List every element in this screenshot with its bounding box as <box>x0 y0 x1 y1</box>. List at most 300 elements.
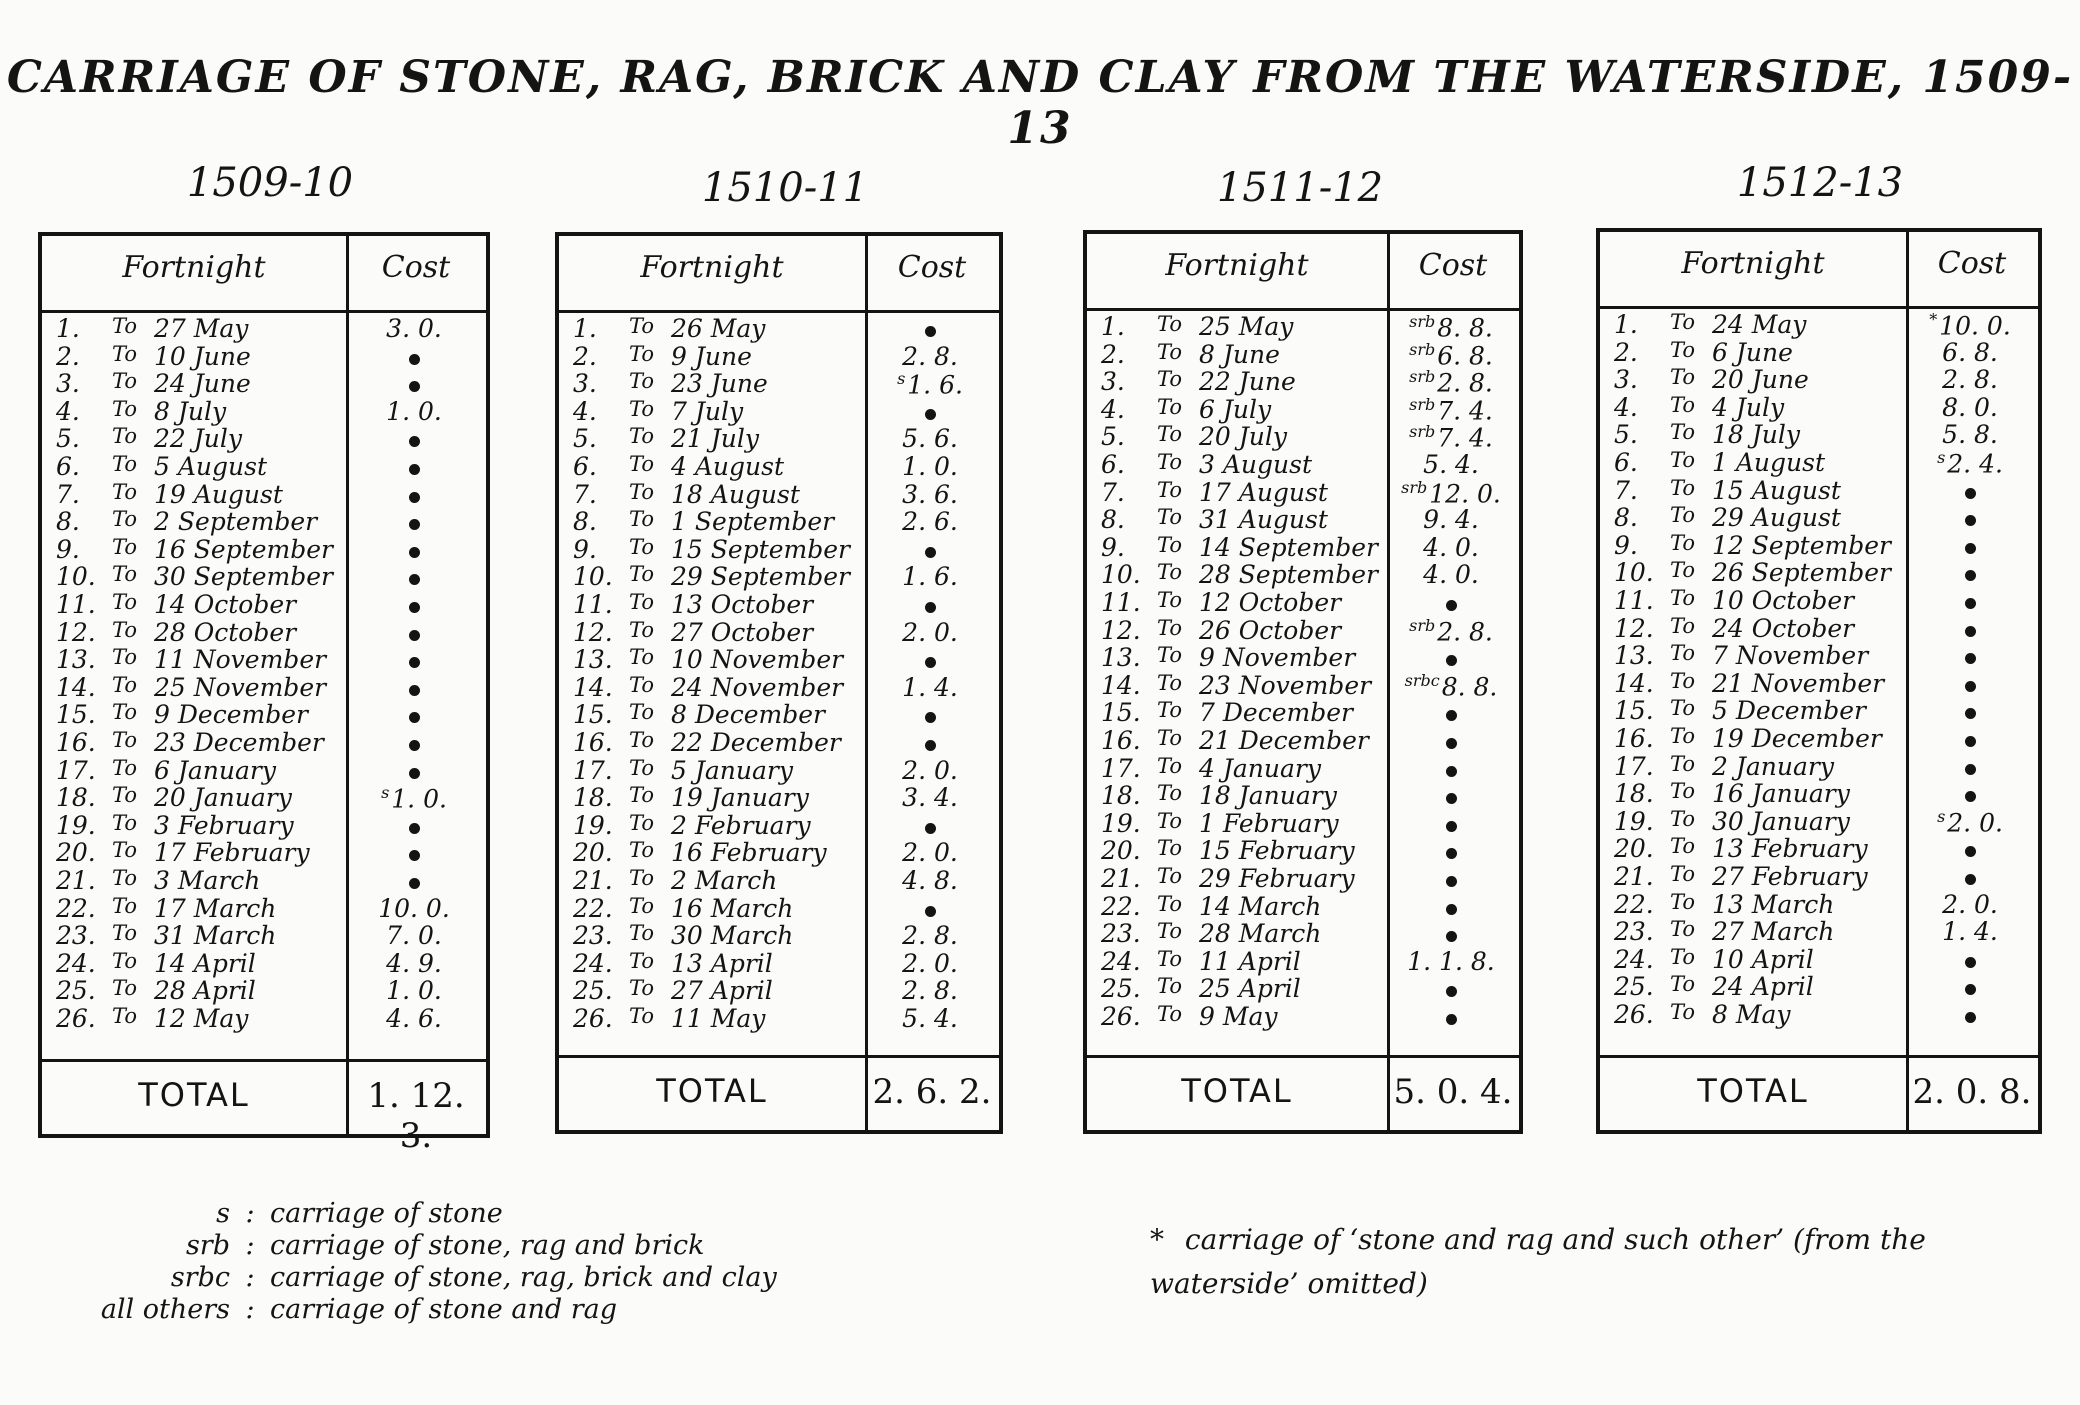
to-label: To <box>1670 834 1696 859</box>
fortnight-date: 24 June <box>154 369 251 399</box>
legend-item <box>60 1262 777 1294</box>
fortnight-number: 5. <box>1614 420 1638 450</box>
table-row <box>1087 670 1519 702</box>
nil-dot-icon <box>409 630 420 641</box>
fortnight-number: 24. <box>1614 944 1654 974</box>
to-label: To <box>1670 558 1696 583</box>
nil-dot-icon <box>1965 846 1976 857</box>
fortnight-number: 23. <box>573 921 613 951</box>
table-row <box>559 673 999 701</box>
cost-header: Cost <box>897 250 967 285</box>
fortnight-number: 11. <box>1101 588 1141 617</box>
cost-value: 7. 0. <box>386 921 442 951</box>
fortnight-number: 16. <box>573 728 613 757</box>
fortnight-number: 23. <box>1101 919 1141 949</box>
fortnight-number: 15. <box>1101 698 1141 728</box>
fortnight-number: 16. <box>1614 724 1654 753</box>
table-row <box>1600 972 2038 1000</box>
legend-text: carriage of stone <box>270 1198 503 1229</box>
cost-value: 8. 8. <box>1437 313 1493 343</box>
nil-dot-icon <box>1965 543 1976 554</box>
fortnight-date: 9 May <box>1199 1002 1278 1031</box>
fortnight-number: 8. <box>1614 503 1638 533</box>
to-label: To <box>1157 588 1183 612</box>
ledger-footer <box>559 1055 999 1130</box>
total-value: 2. 6. 2. <box>872 1072 992 1112</box>
to-label: To <box>1670 862 1696 886</box>
fortnight-date: 15 September <box>671 534 850 564</box>
fortnight-number: 20. <box>1101 836 1141 866</box>
cost-cell <box>1389 312 1513 342</box>
carriage-type-mark: srb <box>1409 422 1436 442</box>
table-row <box>42 894 486 922</box>
fortnight-number: 1. <box>56 314 80 343</box>
carriage-type-mark: srb <box>1409 394 1436 414</box>
fortnight-number: 13. <box>1614 641 1654 671</box>
table-row <box>1087 533 1519 561</box>
fortnight-date: 27 February <box>1712 862 1868 891</box>
cost-cell <box>1908 448 2032 478</box>
fortnight-date: 7 December <box>1199 698 1353 728</box>
fortnight-header: Fortnight <box>1681 246 1825 281</box>
ledger-header <box>1600 232 2038 309</box>
cost-value: 4. 8. <box>902 866 958 895</box>
carriage-type-mark: srb <box>1409 339 1436 359</box>
to-label: To <box>1157 670 1183 695</box>
cost-cell <box>1389 450 1513 479</box>
fortnight-number: 14. <box>1101 670 1141 700</box>
fortnight-date: 4 August <box>671 452 784 481</box>
fortnight-number: 3. <box>1614 365 1638 395</box>
fortnight-number: 26. <box>573 1004 613 1033</box>
fortnight-date: 29 September <box>671 562 850 592</box>
fortnight-date: 21 July <box>671 424 760 454</box>
table-row <box>1087 892 1519 920</box>
fortnight-date: 6 July <box>1199 394 1272 424</box>
cost-cell <box>1908 310 2032 340</box>
carriage-type-mark: s <box>1937 448 1946 467</box>
year-heading: 1512-13 <box>1736 160 1904 206</box>
nil-dot-icon <box>409 492 420 503</box>
cost-value: 1. 4. <box>902 672 958 702</box>
fortnight-date: 26 October <box>1199 615 1342 645</box>
fortnight-number: 10. <box>573 562 613 592</box>
fortnight-number: 13. <box>56 645 96 675</box>
fortnight-date: 2 March <box>671 866 778 895</box>
fortnight-number: 15. <box>1614 696 1654 726</box>
fortnight-date: 12 May <box>154 1004 249 1033</box>
fortnight-number: 9. <box>573 534 597 564</box>
fortnight-number: 19. <box>56 810 96 840</box>
cost-cell <box>1908 696 2032 725</box>
to-label: To <box>112 590 138 614</box>
fortnight-date: 14 April <box>154 948 256 978</box>
to-label: To <box>1670 696 1696 721</box>
fortnight-number: 9. <box>1614 530 1638 560</box>
cost-cell <box>867 838 993 867</box>
table-row <box>1600 420 2038 448</box>
fortnight-number: 6. <box>573 452 597 481</box>
ledger-table <box>1083 230 1523 1134</box>
table-row <box>1087 836 1519 864</box>
to-label: To <box>112 755 138 780</box>
total-label: TOTAL <box>1181 1072 1293 1110</box>
to-label: To <box>629 866 655 890</box>
legend <box>60 1198 777 1326</box>
fortnight-date: 26 May <box>671 314 766 343</box>
cost-cell <box>1389 754 1513 783</box>
to-label: To <box>112 783 138 808</box>
carriage-type-mark: srb <box>1401 477 1428 497</box>
table-row <box>559 590 999 618</box>
to-label: To <box>1157 753 1183 778</box>
total-value: 5. 0. 4. <box>1393 1072 1513 1112</box>
footnote <box>1150 1218 2030 1306</box>
table-row <box>559 424 999 452</box>
nil-dot-icon <box>1965 488 1976 499</box>
cost-cell <box>1908 531 2032 560</box>
cost-cell <box>1908 752 2032 781</box>
to-label: To <box>1670 972 1696 997</box>
nil-dot-icon <box>409 354 420 365</box>
to-label: To <box>1157 560 1183 585</box>
legend-item <box>60 1230 777 1262</box>
to-label: To <box>1670 751 1696 776</box>
cost-cell <box>1389 560 1513 589</box>
ledger-table <box>555 232 1003 1134</box>
nil-dot-icon <box>409 464 420 475</box>
fortnight-number: 26. <box>56 1004 96 1033</box>
cost-value: 2. 0. <box>1947 808 2003 838</box>
fortnight-date: 11 May <box>671 1004 766 1033</box>
fortnight-number: 23. <box>1614 917 1654 947</box>
cost-value: 9. 4. <box>1423 505 1479 535</box>
fortnight-number: 5. <box>573 424 597 454</box>
legend-item <box>60 1294 777 1326</box>
cost-cell <box>867 949 993 978</box>
total-label: TOTAL <box>1697 1072 1809 1110</box>
nil-dot-icon <box>409 878 420 889</box>
fortnight-date: 22 December <box>671 728 841 757</box>
cost-value: 4. 0. <box>1423 532 1479 562</box>
cost-cell <box>1389 422 1513 452</box>
carriage-type-mark: s <box>897 369 906 389</box>
carriage-type-mark: srb <box>1409 367 1436 387</box>
table-row <box>559 921 999 949</box>
ledger-footer <box>1600 1055 2038 1130</box>
table-row <box>1087 919 1519 947</box>
fortnight-number: 17. <box>1614 751 1654 781</box>
table-row <box>1087 1002 1519 1030</box>
table-row <box>1600 669 2038 697</box>
cost-value: 10. 0. <box>1939 311 2011 341</box>
table-row <box>1600 338 2038 366</box>
fortnight-date: 22 July <box>154 424 243 454</box>
nil-dot-icon <box>1446 600 1457 611</box>
fortnight-date: 6 January <box>154 755 276 785</box>
to-label: To <box>1670 917 1696 942</box>
to-label: To <box>1157 505 1183 530</box>
fortnight-number: 2. <box>56 341 80 371</box>
cost-value: 2. 8. <box>902 921 958 951</box>
fortnight-header: Fortnight <box>122 250 266 285</box>
cost-value: 4. 6. <box>386 1004 442 1033</box>
cost-cell <box>1908 669 2032 698</box>
cost-cell <box>348 811 480 840</box>
table-row <box>559 700 999 728</box>
fortnight-date: 15 August <box>1712 475 1841 505</box>
to-label: To <box>112 369 138 394</box>
cost-value: 2. 8. <box>1942 365 1998 395</box>
cost-value: 2. 4. <box>1947 449 2003 479</box>
table-row <box>1087 974 1519 1002</box>
fortnight-date: 14 September <box>1199 532 1378 562</box>
cost-cell <box>867 452 993 481</box>
to-label: To <box>629 755 655 780</box>
nil-dot-icon <box>925 823 936 834</box>
fortnight-number: 14. <box>573 672 613 702</box>
nil-dot-icon <box>1965 515 1976 526</box>
carriage-type-mark: srb <box>1409 615 1436 635</box>
to-label: To <box>1157 643 1183 668</box>
fortnight-number: 7. <box>573 479 597 509</box>
nil-dot-icon <box>925 602 936 613</box>
to-label: To <box>112 921 138 946</box>
to-label: To <box>1670 310 1696 334</box>
cost-cell <box>348 700 480 729</box>
to-label: To <box>1157 698 1183 723</box>
fortnight-date: 18 July <box>1712 420 1801 450</box>
to-label: To <box>112 341 138 366</box>
cost-cell <box>1389 340 1513 370</box>
table-row <box>42 976 486 1004</box>
fortnight-date: 25 April <box>1199 974 1301 1004</box>
total-value: 1. 12. 3. <box>367 1076 465 1156</box>
to-label: To <box>112 479 138 504</box>
nil-dot-icon <box>925 326 936 337</box>
fortnight-date: 8 June <box>1199 339 1280 369</box>
table-row <box>1600 862 2038 890</box>
fortnight-date: 1 September <box>671 507 835 537</box>
fortnight-date: 21 December <box>1199 726 1369 755</box>
legend-colon: : <box>245 1230 255 1261</box>
fortnight-date: 12 October <box>1199 588 1342 617</box>
fortnight-number: 5. <box>56 424 80 454</box>
fortnight-number: 2. <box>1101 339 1125 369</box>
cost-cell <box>1908 558 2032 587</box>
cost-value: 4. 0. <box>1423 560 1479 590</box>
table-row <box>559 397 999 425</box>
table-row <box>559 949 999 977</box>
fortnight-number: 6. <box>1101 450 1125 479</box>
cost-cell <box>867 811 993 840</box>
to-label: To <box>1157 891 1183 916</box>
cost-cell <box>1908 862 2032 891</box>
nil-dot-icon <box>1965 791 1976 802</box>
to-label: To <box>1670 392 1696 417</box>
cost-value: 2. 0. <box>902 617 958 647</box>
ledger-footer <box>42 1059 486 1156</box>
table-row <box>1600 890 2038 918</box>
fortnight-date: 29 August <box>1712 503 1841 533</box>
carriage-type-mark: s <box>381 783 390 803</box>
to-label: To <box>1670 944 1696 969</box>
cost-cell <box>1908 1000 2032 1029</box>
fortnight-number: 10. <box>56 562 96 592</box>
fortnight-number: 12. <box>573 617 613 647</box>
to-label: To <box>112 507 138 532</box>
ledger-header <box>559 236 999 313</box>
fortnight-date: 20 January <box>154 783 292 813</box>
fortnight-date: 8 July <box>154 396 227 426</box>
to-label: To <box>629 976 655 1001</box>
to-label: To <box>629 1004 655 1028</box>
table-row <box>559 866 999 894</box>
nil-dot-icon <box>1446 848 1457 859</box>
fortnight-number: 8. <box>56 507 80 537</box>
table-row <box>42 369 486 397</box>
table-row <box>559 452 999 480</box>
nil-dot-icon <box>409 381 420 392</box>
nil-dot-icon <box>1446 655 1457 666</box>
fortnight-date: 2 February <box>671 810 811 840</box>
to-label: To <box>112 893 138 918</box>
fortnight-number: 7. <box>1614 475 1638 505</box>
fortnight-date: 25 May <box>1199 312 1294 341</box>
fortnight-date: 28 March <box>1199 919 1322 949</box>
to-label: To <box>1157 808 1183 833</box>
cost-value: 1. 0. <box>902 452 958 481</box>
to-label: To <box>1670 337 1696 362</box>
nil-dot-icon <box>1965 957 1976 968</box>
table-row <box>1087 698 1519 726</box>
table-row <box>559 314 999 342</box>
fortnight-number: 22. <box>1101 891 1141 921</box>
cost-cell <box>1908 365 2032 394</box>
cost-cell <box>867 700 993 729</box>
to-label: To <box>1157 477 1183 502</box>
fortnight-number: 24. <box>573 948 613 978</box>
nil-dot-icon <box>1965 1012 1976 1023</box>
fortnight-number: 24. <box>1101 946 1141 976</box>
table-row <box>1600 503 2038 531</box>
fortnight-date: 30 March <box>671 921 794 951</box>
fortnight-number: 10. <box>1614 558 1654 588</box>
to-label: To <box>629 838 655 863</box>
legend-text: carriage of stone and rag <box>270 1294 617 1325</box>
to-label: To <box>1670 448 1696 472</box>
fortnight-date: 14 October <box>154 590 297 619</box>
nil-dot-icon <box>409 712 420 723</box>
cost-cell <box>1389 588 1513 617</box>
table-row <box>42 949 486 977</box>
fortnight-date: 20 July <box>1199 422 1288 452</box>
carriage-type-mark: srbc <box>1404 670 1440 690</box>
fortnight-number: 7. <box>1101 477 1125 507</box>
fortnight-header: Fortnight <box>640 250 784 285</box>
total-label: TOTAL <box>138 1076 250 1114</box>
cost-cell <box>348 314 480 343</box>
fortnight-date: 10 April <box>1712 944 1814 974</box>
fortnight-date: 27 May <box>154 314 249 343</box>
table-row <box>1600 531 2038 559</box>
cost-cell <box>867 756 993 785</box>
cost-value: 1. 0. <box>386 396 442 426</box>
fortnight-date: 13 March <box>1712 889 1835 919</box>
to-label: To <box>112 810 138 835</box>
cost-header: Cost <box>1937 246 2007 281</box>
table-row <box>42 424 486 452</box>
to-label: To <box>1670 586 1696 610</box>
fortnight-number: 10. <box>1101 560 1141 590</box>
fortnight-date: 5 December <box>1712 696 1866 726</box>
fortnight-date: 13 April <box>671 948 773 978</box>
table-row <box>559 535 999 563</box>
table-row <box>42 618 486 646</box>
nil-dot-icon <box>1965 626 1976 637</box>
to-label: To <box>629 479 655 504</box>
legend-colon: : <box>245 1294 255 1325</box>
cost-value: 3. 4. <box>902 783 958 813</box>
cost-cell <box>348 507 480 536</box>
fortnight-number: 3. <box>56 369 80 399</box>
cost-value: 2. 0. <box>902 755 958 785</box>
cost-cell <box>348 921 480 950</box>
cost-cell <box>348 618 480 647</box>
cost-cell <box>867 562 993 591</box>
cost-cell <box>1389 367 1513 397</box>
to-label: To <box>112 1004 138 1028</box>
fortnight-number: 1. <box>1614 310 1638 339</box>
legend-item <box>60 1198 777 1230</box>
cost-cell <box>348 866 480 895</box>
cost-cell <box>867 1004 993 1033</box>
carriage-type-mark: s <box>1937 806 1946 826</box>
fortnight-date: 16 January <box>1712 779 1850 809</box>
to-label: To <box>1670 475 1696 500</box>
to-label: To <box>112 838 138 863</box>
fortnight-date: 6 June <box>1712 337 1793 367</box>
cost-cell <box>867 921 993 950</box>
fortnight-number: 17. <box>573 755 613 785</box>
fortnight-number: 25. <box>1614 972 1654 1002</box>
to-label: To <box>629 645 655 670</box>
fortnight-date: 24 November <box>671 672 844 702</box>
fortnight-date: 4 July <box>1712 392 1785 422</box>
fortnight-date: 2 September <box>154 507 318 537</box>
fortnight-number: 26. <box>1101 1002 1141 1031</box>
cost-value: 8. 8. <box>1441 672 1498 702</box>
fortnight-number: 20. <box>1614 834 1654 864</box>
legend-key: all others <box>100 1294 230 1325</box>
cost-cell <box>867 976 993 1005</box>
fortnight-number: 3. <box>1101 367 1125 397</box>
table-row <box>1087 422 1519 453</box>
nil-dot-icon <box>1446 821 1457 832</box>
fortnight-number: 13. <box>573 645 613 675</box>
table-row <box>1087 947 1519 975</box>
cost-cell <box>1908 393 2032 422</box>
to-label: To <box>629 810 655 835</box>
cost-cell <box>1389 1002 1513 1031</box>
to-label: To <box>1157 919 1183 944</box>
cost-value: 1. 6. <box>902 562 958 592</box>
fortnight-date: 21 November <box>1712 668 1885 698</box>
fortnight-date: 16 September <box>154 534 333 564</box>
legend-key: s <box>216 1198 230 1229</box>
fortnight-number: 14. <box>56 672 96 702</box>
footnote-text: carriage of ‘stone and rag and such other’ (from the waterside’ omitted) <box>1150 1223 1926 1300</box>
